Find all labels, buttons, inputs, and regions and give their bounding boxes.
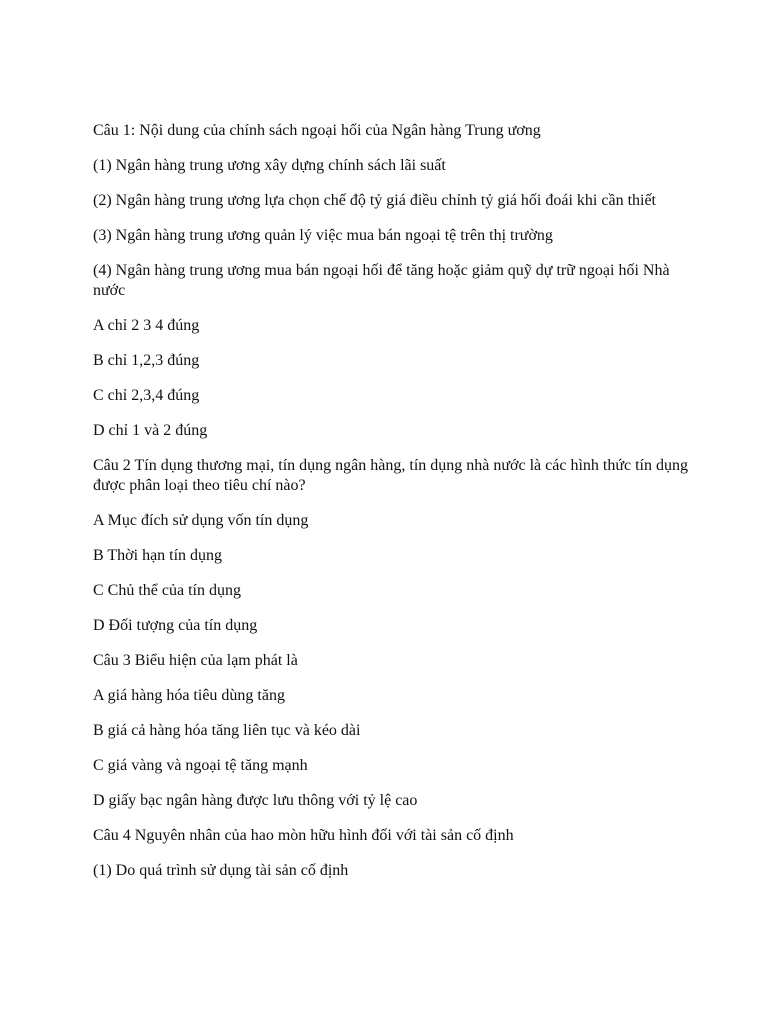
question-1-title: Câu 1: Nội dung của chính sách ngoại hối của Ngân hàng Trung ương xyxy=(93,122,541,139)
question-2-option-b: B Thời hạn tín dụng xyxy=(93,547,223,564)
question-3-option-a: A giá hàng hóa tiêu dùng tăng xyxy=(93,687,285,704)
question-1-statement-1: (1) Ngân hàng trung ương xây dựng chính sách lãi suất xyxy=(93,157,446,174)
question-1-statement-3: (3) Ngân hàng trung ương quản lý việc mua bán ngoại tệ trên thị trường xyxy=(93,227,553,244)
question-1-option-c: C chỉ 2,3,4 đúng xyxy=(93,387,200,404)
question-1-statement-2: (2) Ngân hàng trung ương lựa chọn chế độ tỷ giá điều chỉnh tỷ giá hối đoái khi cần thiết xyxy=(93,192,656,209)
question-2-option-d: D Đối tượng của tín dụng xyxy=(93,617,258,634)
question-4-title: Câu 4 Nguyên nhân của hao mòn hữu hình đối với tài sản cố định xyxy=(93,827,514,844)
question-4-statement-1: (1) Do quá trình sử dụng tài sản cố định xyxy=(93,862,349,879)
question-3-option-b: B giá cả hàng hóa tăng liên tục và kéo dài xyxy=(93,722,361,739)
document-body xyxy=(93,121,693,896)
question-1-option-a: A chỉ 2 3 4 đúng xyxy=(93,317,200,334)
question-2-title: Câu 2 Tín dụng thương mại, tín dụng ngân hàng, tín dụng nhà nước là các hình thức tín dụng được phân loại theo tiêu chí nào? xyxy=(93,457,688,494)
question-2-option-a: A Mục đích sử dụng vốn tín dụng xyxy=(93,512,309,529)
question-3-title: Câu 3 Biểu hiện của lạm phát là xyxy=(93,652,298,669)
question-1-option-b: B chỉ 1,2,3 đúng xyxy=(93,352,200,369)
question-3-option-d: D giấy bạc ngân hàng được lưu thông với tỷ lệ cao xyxy=(93,792,418,809)
question-3-option-c: C giá vàng và ngoại tệ tăng mạnh xyxy=(93,757,308,774)
question-2-option-c: C Chủ thể của tín dụng xyxy=(93,582,241,599)
question-1-statement-4: (4) Ngân hàng trung ương mua bán ngoại hối để tăng hoặc giảm quỹ dự trữ ngoại hối Nhà nước xyxy=(93,262,670,299)
question-1-option-d: D chỉ 1 và 2 đúng xyxy=(93,422,208,439)
